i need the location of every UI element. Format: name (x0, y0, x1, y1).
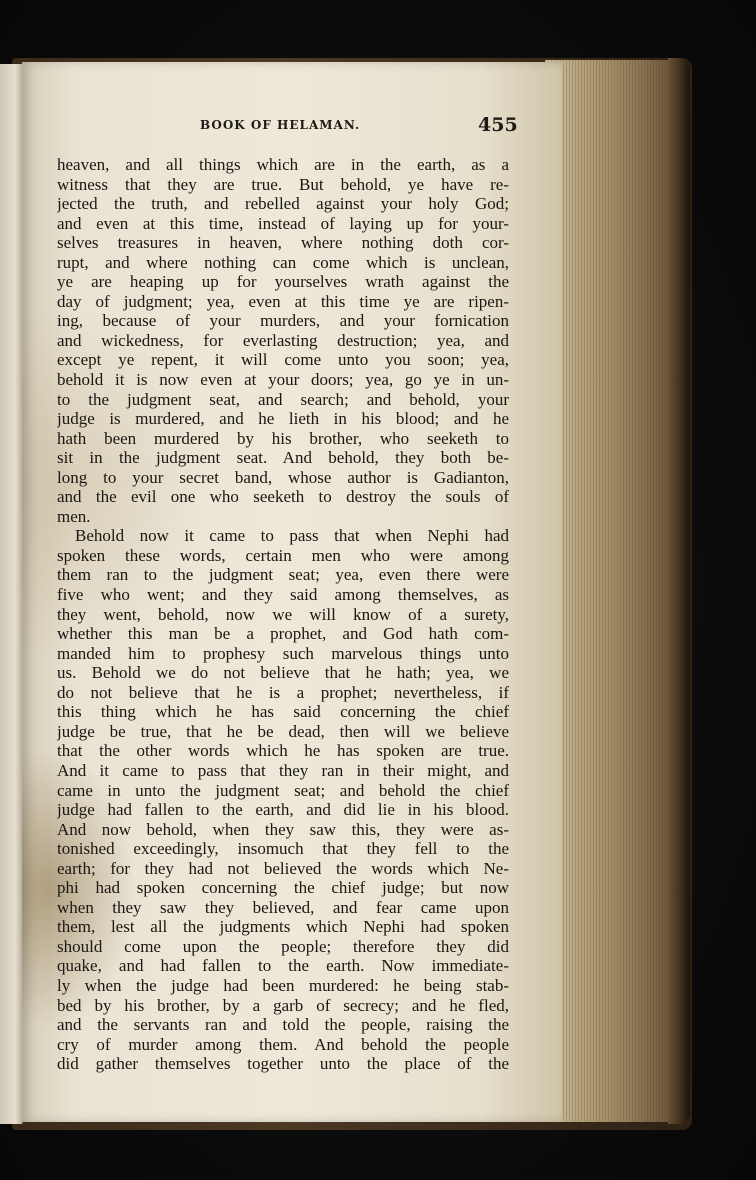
text-line: cry of murder among them. And behold the people (57, 1034, 509, 1054)
text-line: sit in the judgment seat. And behold, they both be- (57, 448, 509, 468)
text-line: whether this man be a prophet, and God hath com- (57, 624, 509, 644)
text-line: manded him to prophesy such marvelous things unto (57, 643, 509, 663)
text-line: and the evil one who seeketh to destroy the souls of (57, 487, 509, 507)
page-number: 455 (478, 114, 518, 136)
text-line: phi had spoken concerning the chief judge; but now (57, 878, 509, 898)
cover-edge (668, 58, 690, 1124)
text-line: they went, behold, now we will know of a surety, (57, 604, 509, 624)
text-line: rupt, and where nothing can come which is unclean, (57, 252, 509, 272)
page-body (57, 155, 509, 1074)
text-line: Behold now it came to pass that when Nephi had (75, 526, 509, 546)
text-line: did gather themselves together unto the place of the (57, 1054, 509, 1074)
text-line: us. Behold we do not believe that he hath; yea, we (57, 663, 509, 683)
text-line: except ye repent, it will come unto you soon; yea, (57, 350, 509, 370)
text-line: do not believe that he is a prophet; nevertheless, if (57, 682, 509, 702)
text-line: them, lest all the judgments which Nephi had spoken (57, 917, 509, 937)
text-line: hath been murdered by his brother, who seeketh to (57, 428, 509, 448)
page-fore-edge (545, 60, 685, 1122)
text-line: this thing which he has said concerning the chief (57, 702, 509, 722)
text-line: them ran to the judgment seat; yea, even there were (57, 565, 509, 585)
text-line: jected the truth, and rebelled against your holy God; (57, 194, 509, 214)
text-line: judge had fallen to the earth, and did lie in his blood. (57, 800, 509, 820)
text-line: came in unto the judgment seat; and behold the chief (57, 780, 509, 800)
text-line: and the servants ran and told the people, raising the (57, 1015, 509, 1035)
text-line: should come upon the people; therefore they did (57, 936, 509, 956)
text-line: witness that they are true. But behold, ye have re- (57, 174, 509, 194)
text-line: behold it is now even at your doors; yea, go ye in un- (57, 370, 509, 390)
text-line: bed by his brother, by a garb of secrecy; and he fled, (57, 995, 509, 1015)
text-line: ing, because of your murders, and your fornication (57, 311, 509, 331)
book-page (22, 62, 562, 1122)
text-line: ye are heaping up for yourselves wrath against the (57, 272, 509, 292)
text-line: quake, and had fallen to the earth. Now immediate- (57, 956, 509, 976)
text-line: judge be true, that he be dead, then will we believe (57, 721, 509, 741)
text-line: tonished exceedingly, insomuch that they fell to the (57, 839, 509, 859)
text-line: day of judgment; yea, even at this time ye are ripen- (57, 291, 509, 311)
text-line: selves treasures in heaven, where nothing doth cor- (57, 233, 509, 253)
text-line: heaven, and all things which are in the earth, as a (57, 155, 509, 174)
text-line: and wickedness, for everlasting destruction; yea, and (57, 330, 509, 350)
running-head: BOOK OF HELAMAN. (200, 118, 361, 132)
page-header (22, 112, 562, 142)
text-line: And it came to pass that they ran in their might, and (57, 760, 509, 780)
text-line: when they saw they believed, and fear came upon (57, 897, 509, 917)
text-line: ly when the judge had been murdered: he being stab- (57, 975, 509, 995)
text-line: and even at this time, instead of laying up for your- (57, 213, 509, 233)
text-line: men. (57, 506, 91, 526)
text-line: five who went; and they said among themselves, as (57, 585, 509, 605)
left-page-edge (0, 64, 23, 1124)
text-line: spoken these words, certain men who were among (57, 545, 509, 565)
text-line: that the other words which he has spoken are true. (57, 741, 509, 761)
text-line: long to your secret band, whose author is Gadianton, (57, 467, 509, 487)
text-line: judge is murdered, and he lieth in his blood; and he (57, 409, 509, 429)
text-line: to the judgment seat, and search; and behold, your (57, 389, 509, 409)
text-line: earth; for they had not believed the words which Ne- (57, 858, 509, 878)
text-line: And now behold, when they saw this, they were as- (57, 819, 509, 839)
